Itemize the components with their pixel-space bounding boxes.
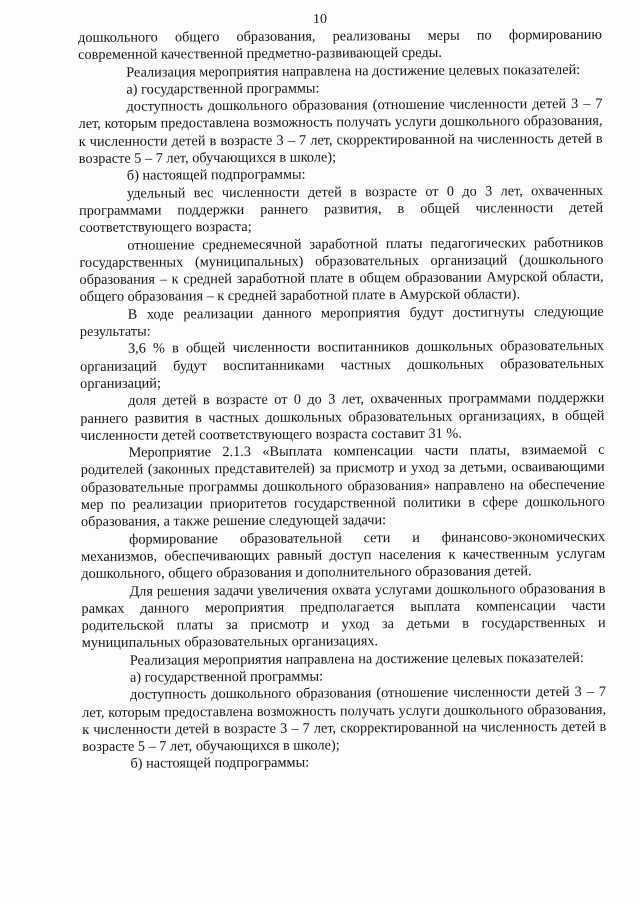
paragraph-results-heading: В ходе реализации данного мероприятия будут достигнуты следующие результаты: — [79, 303, 604, 341]
paragraph-targets-heading-2: Реализация мероприятия направлена на достижение целевых показателей: — [129, 649, 584, 669]
paragraph-accessibility-indicator: доступность дошкольного образования (отношение численности детей 3 – 7 лет, которым предоставлена возможность получать услуги дошкольного образования, к численности детей в возрасте 3 – 7 лет, скорректированной на численность детей в возрасте 5 – 7 лет, обучающихся в школе); — [78, 95, 603, 168]
paragraph-compensation-payment: Для решения задачи увеличения охвата услугами дошкольного образования в рамках данного мероприятия предполагается выплата компенсации части родительской платы за присмотр и уход за детьми в государственных и муниципальных образовательных организациях. — [81, 580, 606, 652]
paragraph-accessibility-indicator-2: доступность дошкольного образования (отношение численности детей 3 – 7 лет, которым предоставлена возможность получать услуги дошкольного образования, к численности детей в возрасте 3 – 7 лет, скорректированной на численность детей в возрасте 5 – 7 лет, обучающихся в школе); — [82, 684, 607, 756]
paragraph-subprogram-label-2: б) настоящей подпрограммы: — [130, 755, 310, 773]
paragraph-salary-ratio: отношение среднемесячной заработной платы педагогических работников государственных (муниципальных) образовательных организаций (дошкольного образования – к средней заработной плате в общем образовании Амурской области, общего образования – к средней заработной плате в Амурской области). — [79, 234, 604, 306]
paragraph-state-program-label-2: а) государственной программы: — [129, 668, 324, 686]
paragraph-intro-continuation: дошкольного общего образования, реализованы меры по формированию современной качественной предметно-развивающей среды. — [78, 26, 603, 64]
paragraph-private-share-result: 3,6 % в общей численности воспитанников дошкольных образовательных организаций будут воспитанниками частных дошкольных образовательных организаций; — [80, 338, 605, 392]
paragraph-subprogram-label: б) настоящей подпрограммы: — [126, 166, 306, 185]
paragraph-early-development-result: доля детей в возрасте от 0 до 3 лет, охваченных программами поддержки раннего развития в частных дошкольных образовательных организациях, в общей численности детей соответствующего возраста составит 31 %. — [80, 390, 605, 444]
paragraph-network-formation: формирование образовательной сети и финансово-экономических механизмов, обеспечивающих равный доступ населения к качественным услугам дошкольного, общего образования и дополнительного образования детей. — [81, 528, 606, 583]
paragraph-state-program-label: а) государственной программы: — [126, 80, 320, 98]
page-number: 10 — [313, 12, 327, 27]
paragraph-targets-heading: Реализация мероприятия направлена на достижение целевых показателей: — [126, 61, 581, 81]
paragraph-measure-2-1-3: Мероприятие 2.1.3 «Выплата компенсации части платы, взимаемой с родителей (законных представителей) за присмотр и уход за детьми, осваивающими образовательные программы дошкольного образования» направлено на обеспечение мер по реализации приоритетов государственной политики в сфере дошкольного образования, а также решение следующей задачи: — [80, 441, 605, 531]
paragraph-early-development-share: удельный вес численности детей в возрасте от 0 до 3 лет, охваченных программами поддержки раннего развития, в общей численности детей соответствующего возраста; — [79, 182, 604, 237]
document-body — [78, 27, 607, 774]
